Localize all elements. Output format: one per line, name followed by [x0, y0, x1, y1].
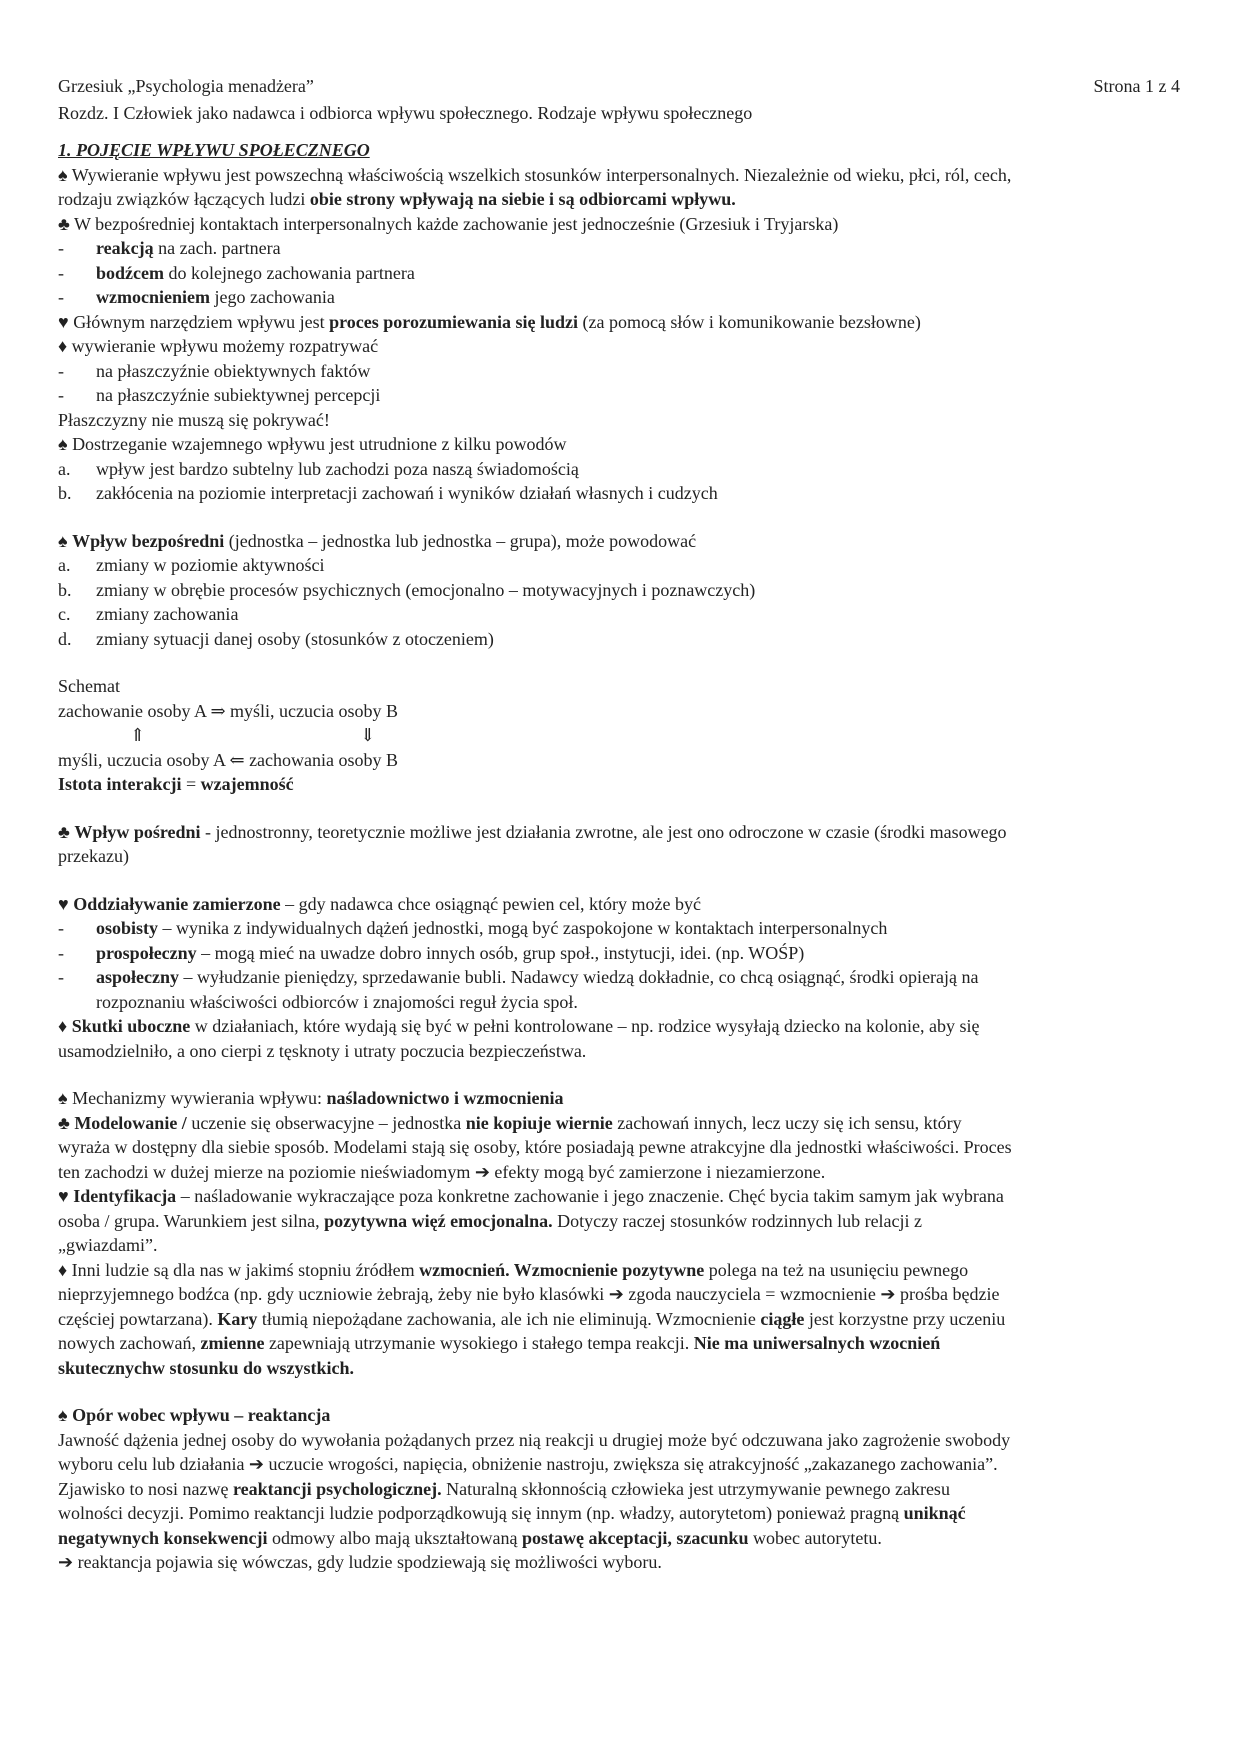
chapter-title: Rozdz. I Człowiek jako nadawca i odbiorca wpływu społecznego. Rodzaje wpływu społecznego — [58, 103, 753, 123]
text-line — [58, 1307, 1166, 1332]
text-span: polega na też na usunięciu pewnego — [704, 1259, 969, 1280]
paragraph-gap — [58, 1063, 1166, 1086]
text-line — [58, 892, 1166, 917]
bold-text: Istota interakcji — [58, 774, 182, 794]
text-span: (za pomocą słów i komunikowanie bezsłowne) — [577, 311, 921, 332]
text-line — [58, 699, 1166, 724]
text-line — [58, 820, 1166, 845]
text-span: Dotyczy raczej stosunków rodzinnych lub relacji z — [552, 1210, 923, 1231]
list-item — [58, 457, 1166, 482]
text-span: ♦ — [58, 1016, 72, 1036]
list-item — [58, 553, 1166, 578]
text-line — [58, 1135, 1166, 1160]
text-span: ♠ — [58, 1405, 73, 1425]
text-span: Jawność dążenia jednej osoby do wywołania pożądanych przez nią reakcji u drugiej może być odczuwana jako zagrożenie swobody — [58, 1429, 1011, 1450]
text-span: wpływ jest bardzo subtelny lub zachodzi poza naszą świadomością — [96, 458, 579, 479]
text-span: częściej powtarzana). — [58, 1308, 218, 1329]
list-item — [58, 236, 1166, 261]
list-item — [58, 261, 1166, 286]
bold-text: nie kopiuje wiernie — [465, 1112, 613, 1133]
list-item — [58, 627, 1166, 652]
text-line — [58, 1258, 1166, 1283]
list-marker: - — [58, 918, 64, 938]
text-span: zmiany w poziomie aktywności — [96, 555, 325, 575]
text-span: nowych zachowań, — [58, 1333, 201, 1353]
text-span: ♠ Dostrzeganie wzajemnego wpływu jest utrudnione z kilku powodów — [58, 434, 567, 454]
text-span: na zach. partnera — [153, 238, 281, 258]
text-span: ♠ Mechanizmy wywierania wpływu: — [58, 1088, 327, 1108]
bold-text: prospołeczny — [96, 942, 197, 963]
text-span: zachowanie osoby A ⇒ myśli, uczucia osoby B — [58, 700, 399, 721]
text-line — [58, 1014, 1166, 1039]
text-span: usamodzielniło, a ono cierpi z tęsknoty i utraty poczucia bezpieczeństwa. — [58, 1040, 587, 1061]
list-marker: a. — [58, 555, 71, 575]
text-span: ♥ Głównym narzędziem wpływu jest — [58, 311, 330, 332]
text-span: zmiany w obrębie procesów psychicznych (emocjonalno – motywacyjnych i poznawczych) — [96, 579, 756, 600]
schema-arrows — [58, 723, 1166, 748]
text-span: wobec autorytetu. — [748, 1527, 882, 1548]
text-span: ♣ — [58, 821, 75, 842]
list-marker: - — [58, 287, 64, 307]
text-span: ♠ — [58, 530, 73, 551]
bold-text: zmienne — [200, 1333, 265, 1353]
text-span: – wynika z indywidualnych dążeń jednostki, mogą być zaspokojone w kontaktach interpersonalnych — [158, 918, 888, 938]
text-line — [58, 772, 1166, 797]
bold-text: Wpływ bezpośredni — [72, 530, 225, 551]
text-span: zapewniają utrzymanie wysokiego i stałego tempa reakcji. — [264, 1333, 694, 1353]
text-span: ♦ Inni ludzie są dla nas w jakimś stopniu źródłem — [58, 1259, 420, 1280]
text-line — [58, 1184, 1166, 1209]
text-line — [58, 844, 1166, 869]
text-span: wyboru celu lub działania ➔ uczucie wrogości, napięcia, obniżenie nastroju, zwiększa się atrakcyjność „zakazanego zachowania”. — [58, 1454, 998, 1474]
text-line — [58, 187, 1166, 212]
bold-text: ciągłe — [760, 1308, 805, 1329]
bold-text: pozytywna więź emocjonalna. — [324, 1210, 553, 1231]
document-page — [58, 72, 1180, 1575]
list-item — [58, 285, 1166, 310]
bold-text: skutecznychw stosunku do wszystkich. — [58, 1357, 355, 1378]
list-marker: - — [58, 942, 64, 963]
text-span: ♣ W bezpośredniej kontaktach interpersonalnych każde zachowanie jest jednocześnie (Grzesiuk i Tryjarska) — [58, 213, 839, 234]
bold-text: aspołeczny — [96, 967, 179, 987]
list-item — [58, 941, 1166, 966]
text-span: wolności decyzji. Pomimo reaktancji ludzie podporządkowują się innym (np. władzy, autorytetom) ponieważ pragną — [58, 1503, 904, 1523]
text-line — [58, 1209, 1166, 1234]
text-span: ♦ wywieranie wpływu możemy rozpatrywać — [58, 336, 379, 356]
text-span: ♥ — [58, 1186, 74, 1206]
text-line — [58, 1452, 1166, 1477]
text-span: – mogą mieć na uwadze dobro innych osób, grup społ., instytucji, idei. (np. WOŚP) — [196, 942, 805, 963]
up-arrow-icon: ⇑ — [130, 725, 146, 745]
text-span: „gwiazdami”. — [58, 1235, 158, 1255]
text-span: ♠ Wywieranie wpływu jest powszechną właściwością wszelkich stosunków interpersonalnych. Niezależnie od wieku, płci, ról, cech, — [58, 164, 1012, 185]
down-arrow-icon: ⇓ — [360, 725, 376, 745]
list-item — [58, 916, 1166, 941]
text-line — [58, 1428, 1166, 1453]
bold-text: Modelowanie / — [74, 1112, 187, 1133]
text-span: (jednostka – jednostka lub jednostka – grupa), może powodować — [224, 530, 697, 551]
bold-text: Opór wobec wpływu – reaktancja — [72, 1405, 331, 1425]
bold-text: uniknąć — [903, 1503, 966, 1523]
text-span: - jednostronny, teoretycznie możliwe jest działania zwrotne, ale jest ono odroczone w czasie (środki masowego — [200, 821, 1007, 842]
bold-text: bodźcem — [96, 262, 164, 283]
paragraph-gap — [58, 651, 1166, 674]
list-marker: - — [58, 385, 64, 405]
list-item-continuation — [58, 990, 1166, 1015]
text-line — [58, 334, 1166, 359]
paragraph-gap — [58, 869, 1166, 892]
list-item — [58, 481, 1166, 506]
list-marker: b. — [58, 579, 72, 600]
list-marker: - — [58, 262, 64, 283]
text-span: do kolejnego zachowania partnera — [163, 262, 415, 283]
text-line — [58, 1331, 1166, 1356]
text-span: ♥ — [58, 893, 74, 914]
text-span: ➔ reaktancja pojawia się wówczas, gdy ludzie spodziewają się możliwości wyboru. — [58, 1552, 662, 1572]
text-span: odmowy albo mają ukształtowaną — [267, 1527, 522, 1548]
bold-text: wzmocnień. Wzmocnienie pozytywne — [419, 1259, 705, 1280]
list-marker: - — [58, 967, 64, 987]
text-span: zachowań innych, lecz uczy się ich sensu, który — [612, 1112, 962, 1133]
text-span: na płaszczyźnie subiektywnej percepcji — [96, 385, 381, 405]
bold-text: Wpływ pośredni — [74, 821, 201, 842]
text-span: ♣ — [58, 1112, 75, 1133]
text-line — [58, 1477, 1166, 1502]
text-span: na płaszczyźnie obiektywnych faktów — [96, 360, 371, 381]
list-item — [58, 602, 1166, 627]
list-marker: - — [58, 360, 64, 381]
text-span: zmiany zachowania — [96, 604, 239, 624]
text-line — [58, 163, 1166, 188]
text-line — [58, 674, 1166, 699]
text-line — [58, 1233, 1166, 1258]
text-line — [58, 432, 1166, 457]
text-line — [58, 1111, 1166, 1136]
list-item — [58, 383, 1166, 408]
bold-text: Identyfikacja — [73, 1186, 177, 1206]
text-line — [58, 529, 1166, 554]
text-span: = — [181, 774, 201, 794]
text-span: tłumią niepożądane zachowania, ale ich nie eliminują. Wzmocnienie — [257, 1308, 761, 1329]
list-item — [58, 578, 1166, 603]
text-span: zmiany sytuacji danej osoby (stosunków z otoczeniem) — [96, 628, 494, 649]
text-span: wyraża w dostępny dla siebie sposób. Modelami stają się osoby, które posiadają pewne atrakcyjne dla jednostki właściwości. Proces — [58, 1137, 1012, 1157]
list-marker: b. — [58, 483, 72, 503]
text-span: w działaniach, które wydają się być w pełni kontrolowane – np. rodzice wysyłają dziecko na kolonie, aby się — [190, 1016, 980, 1036]
list-marker: c. — [58, 604, 71, 624]
document-source: Grzesiuk „Psychologia menadżera” — [58, 76, 314, 96]
bold-text: reaktancji psychologicznej. — [232, 1478, 442, 1499]
bold-text: postawę akceptacji, szacunku — [521, 1527, 749, 1548]
list-item — [58, 965, 1166, 990]
text-line — [58, 1039, 1166, 1064]
text-line — [58, 1356, 1166, 1381]
text-line — [58, 1550, 1166, 1575]
section-title: 1. POJĘCIE WPŁYWU SPOŁECZNEGO — [58, 140, 370, 160]
bold-text: negatywnych konsekwencji — [58, 1527, 268, 1548]
text-line — [58, 1403, 1166, 1428]
text-line — [58, 212, 1166, 237]
text-span: ten zachodzi w dużej mierze na poziomie nieświadomym ➔ efekty mogą być zamierzone i niezamierzone. — [58, 1161, 826, 1182]
list-marker: a. — [58, 458, 71, 479]
text-span: zakłócenia na poziomie interpretacji zachowań i wyników działań własnych i cudzych — [96, 483, 718, 503]
text-line — [58, 310, 1166, 335]
text-span: uczenie się obserwacyjne – jednostka — [186, 1112, 466, 1133]
list-item — [58, 359, 1166, 384]
text-span: rozpoznaniu właściwości odbiorców i znajomości reguł życia społ. — [96, 991, 578, 1012]
text-line — [58, 1526, 1166, 1551]
text-span: Zjawisko to nosi nazwę — [58, 1478, 233, 1499]
list-marker: - — [58, 238, 64, 258]
bold-text: Nie ma uniwersalnych wzocnień — [693, 1333, 941, 1353]
text-span: nieprzyjemnego bodźca (np. gdy uczniowie żebrają, żeby nie było klasówki ➔ zgoda nauczyciela = wzmocnienie ➔ prośba będzie — [58, 1284, 1000, 1304]
page-header — [58, 72, 1180, 100]
bold-text: Kary — [217, 1308, 258, 1329]
text-span: Schemat — [58, 676, 120, 696]
text-line — [58, 408, 1166, 433]
bold-text: wzajemność — [200, 774, 294, 794]
bold-text: naśladownictwo i wzmocnienia — [326, 1088, 564, 1108]
text-span: jest korzystne przy uczeniu — [804, 1308, 1006, 1329]
text-span: rodzaju związków łączących ludzi — [58, 189, 310, 209]
document-body — [58, 163, 1166, 1575]
paragraph-gap — [58, 797, 1166, 820]
text-line — [58, 748, 1166, 773]
page-number: Strona 1 z 4 — [1093, 76, 1180, 96]
text-span: Płaszczyzny nie muszą się pokrywać! — [58, 409, 330, 430]
text-span: osoba / grupa. Warunkiem jest silna, — [58, 1210, 325, 1231]
paragraph-gap — [58, 1380, 1166, 1403]
text-line — [58, 1160, 1166, 1185]
bold-text: reakcją — [96, 238, 154, 258]
text-line — [58, 1501, 1166, 1526]
list-marker: d. — [58, 628, 72, 649]
bold-text: Skutki uboczne — [71, 1016, 191, 1036]
text-span: – gdy nadawca chce osiągnąć pewien cel, który może być — [280, 893, 701, 914]
bold-text: obie strony wpływają na siebie i są odbiorcami wpływu. — [309, 189, 736, 209]
text-span: myśli, uczucia osoby A ⇐ zachowania osoby B — [58, 749, 399, 770]
text-span: – naśladowanie wykraczające poza konkretne zachowanie i jego znaczenie. Chęć bycia takim samym jak wybrana — [176, 1186, 1004, 1206]
text-span: – wyłudzanie pieniędzy, sprzedawanie bubli. Nadawcy wiedzą dokładnie, co chcą osiągnąć, środki opierają na — [179, 967, 979, 987]
text-span: Naturalną skłonnością człowieka jest utrzymywanie pewnego zakresu — [441, 1478, 950, 1499]
text-line — [58, 1086, 1166, 1111]
text-span: przekazu) — [58, 846, 129, 866]
text-span: jego zachowania — [209, 287, 335, 307]
bold-text: Oddziaływanie zamierzone — [73, 893, 281, 914]
bold-text: wzmocnieniem — [96, 287, 210, 307]
paragraph-gap — [58, 506, 1166, 529]
bold-text: proces porozumiewania się ludzi — [329, 311, 578, 332]
bold-text: osobisty — [96, 918, 159, 938]
text-line — [58, 1282, 1166, 1307]
